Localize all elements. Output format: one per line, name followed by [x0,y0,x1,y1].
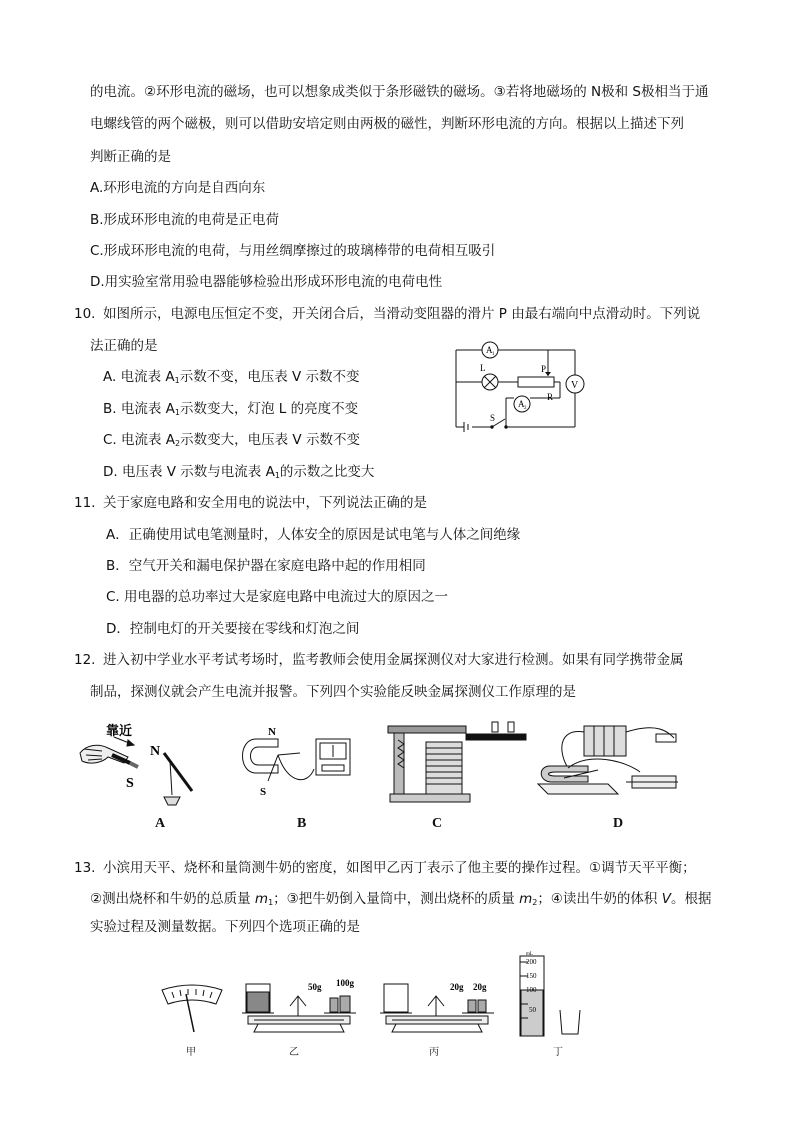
yi-weight-2: 100g [336,978,354,988]
q9-line-3: 判断正确的是 [90,149,171,165]
circuit-s-label: S [490,413,496,423]
fig-a-s-label: S [126,776,134,791]
q13-stem-3: 实验过程及测量数据。下列四个选项正确的是 [90,919,360,935]
q13-number: 13. [74,860,96,876]
fig-a-n-label: N [150,744,161,759]
q10-option-b: B. 电流表 $A_1$示数变大，灯泡 L 的亮度不变 [103,401,359,417]
cylinder-tick-100: 100 [526,986,537,994]
q11-option-a: A．正确使用试电笔测量时，人体安全的原因是试电笔与人体之间绝缘 [106,527,521,543]
fig-b-s-label: S [260,786,267,798]
circuit-a2-label: A [518,399,525,409]
q11-option-c: C. 用电器的总功率过大是家庭电路中电流过大的原因之一 [106,589,449,605]
q10-stem-1: 如图所示，电源电压恒定不变，开关闭合后，当滑动变阻器的滑片 P 由最右端向中点滑动时。下列说 [103,306,701,322]
q10-option-c: C. 电流表 $A_2$示数变大，电压表 V 示数不变 [103,432,360,448]
circuit-r-label: R [547,392,554,402]
q12-label-a: A [155,816,166,831]
bing-weight-2: 20g [473,982,487,992]
q12-stem-1: 进入初中学业水平考试考场时，监考教师会使用金属探测仪对大家进行检测。如果有同学携带金属 [103,652,684,668]
q12-label-b: B [297,816,307,831]
q9-line-1: 的电流。②环形电流的磁场，也可以想象成类似于条形磁铁的磁场。③若将地磁场的 N极和 S极相当于通 [90,84,709,100]
svg-text:1: 1 [492,352,495,357]
q13-label-yi: 乙 [289,1047,299,1058]
q12-figure-a [72,715,202,815]
q9-line-2: 电螺线管的两个磁极，则可以借助安培定则由两极的磁性，判断环形电流的方向。根据以上描述下列 [90,116,684,132]
q13-stem-1: 小滨用天平、烧杯和量筒测牛奶的密度，如图甲乙丙丁表示了他主要的操作过程。①调节天平平衡； [103,860,696,876]
q9-option-c: C.形成环形电流的电荷，与用丝绸摩擦过的玻璃棒带的电荷相互吸引 [90,243,496,259]
circuit-p-label: P [541,364,547,374]
q9-option-d: D.用实验室常用验电器能够检验出形成环形电流的电荷电性 [90,274,443,290]
circuit-v-label: V [571,380,579,391]
fig-b-n-label: N [268,726,276,738]
q12-label-d: D [613,816,624,831]
q12-figure-b [238,725,358,805]
q10-option-d: D. 电压表 V 示数与电流表 $A_1$的示数之比变大 [103,464,375,480]
q12-number: 12. [74,652,96,668]
q13-label-ding: 丁 [553,1047,563,1058]
cylinder-tick-50: 50 [529,1006,536,1014]
q13-stem-2: ②测出烧杯和牛奶的总质量 $m_1$；③把牛奶倒入量筒中，测出烧杯的质量 $m_2$；④读出牛奶的体积 V。根据 [90,891,712,907]
q9-option-b: B.形成环形电流的电荷是正电荷 [90,212,280,228]
q11-number: 11. [74,495,96,511]
q13-figure-ding [512,950,594,1040]
q13-label-jia: 甲 [186,1047,196,1058]
cylinder-tick-200: 200 [526,958,537,966]
svg-text:2: 2 [524,406,527,411]
bing-weight-1: 20g [450,982,464,992]
q13-label-bing: 丙 [429,1047,439,1058]
q13-figure-bing [378,976,496,1036]
q9-option-a: A.环形电流的方向是自西向东 [90,180,266,196]
q11-option-b: B．空气开关和漏电保护器在家庭电路中起的作用相同 [106,558,426,574]
q13-figure-jia [158,980,228,1040]
circuit-l-label: L [480,363,486,373]
yi-weight-1: 50g [308,982,322,992]
q10-option-a: A. 电流表 $A_1$示数不变，电压表 V 示数不变 [103,369,360,385]
q12-stem-2: 制品，探测仪就会产生电流并报警。下列四个实验能反映金属探测仪工作原理的是 [90,684,576,700]
cylinder-tick-150: 150 [526,972,537,980]
q11-stem: 关于家庭电路和安全用电的说法中，下列说法正确的是 [103,495,427,511]
q13-figure-yi [240,976,358,1036]
fig-a-approach-label: 靠近 [106,723,133,738]
q12-label-c: C [432,816,443,831]
q10-number: 10. [74,306,96,322]
circuit-a1-label: A [486,345,493,355]
q10-circuit-diagram [450,340,600,440]
q12-figure-d [528,712,698,812]
q12-figure-c [380,714,530,809]
q11-option-d: D．控制电灯的开关要接在零线和灯泡之间 [106,621,360,637]
cylinder-unit: mL [526,952,533,957]
q10-stem-2: 法正确的是 [90,338,158,354]
